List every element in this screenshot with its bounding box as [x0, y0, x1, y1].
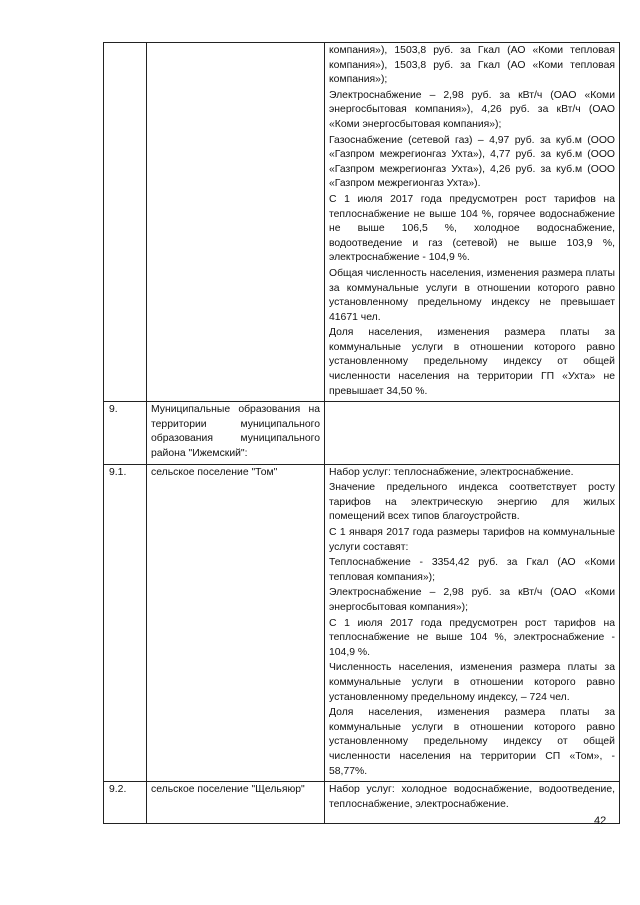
detail-paragraph: Набор услуг: холодное водоснабжение, водоотведение, теплоснабжение, электроснабжение.	[329, 784, 615, 810]
detail-paragraph: Значение предельного индекса соответствует росту тарифов на электрическую энергию для жилых помещений всех типов благоустройств.	[329, 482, 615, 523]
detail-paragraph: С 1 июля 2017 года предусмотрен рост тарифов на теплоснабжение не выше 104 %, электроснабжение - 104,9 %.	[329, 617, 615, 658]
detail-paragraph: Доля населения, изменения размера платы за коммунальные услуги в отношении которого равно установленному предельному индексу от общей численности населения на территории СП «Том», - 58,77%.	[329, 707, 615, 777]
row-details	[325, 43, 620, 402]
detail-paragraph: Набор услуг: теплоснабжение, электроснабжение.	[329, 466, 574, 478]
tariff-table-body	[104, 43, 620, 824]
detail-paragraph: С 1 июля 2017 года предусмотрен рост тарифов на теплоснабжение не выше 104 %, горячее водоснабжение не выше 106,5 %, холодное водоснабжение, водоотведение и газ (сетевой) не выше 103,9 %, электроснабжение - 104,9 %.	[329, 193, 615, 264]
table-row	[104, 782, 620, 824]
page-number: 42	[594, 815, 607, 827]
municipality-name: сельское поселение "Щельяюр"	[147, 782, 325, 824]
table-row	[104, 402, 620, 464]
detail-paragraph: Электроснабжение – 2,98 руб. за кВт/ч (ОАО «Коми энергосбытовая компания»);	[329, 587, 615, 613]
table-row	[104, 43, 620, 402]
detail-paragraph: С 1 января 2017 года размеры тарифов на коммунальные услуги составят:	[329, 527, 615, 553]
detail-paragraph: Численность населения, изменения размера платы за коммунальные услуги в отношении которого равно установленному предельному индексу, – 724 чел.	[329, 662, 615, 703]
row-number	[104, 43, 147, 402]
row-number: 9.1.	[104, 464, 147, 781]
detail-paragraph: компания»), 1503,8 руб. за Гкал (АО «Коми тепловая компания»), 1503,8 руб. за Гкал (АО «Коми тепловая компания»);	[329, 45, 615, 86]
tariff-table	[103, 42, 620, 824]
detail-paragraph: Газоснабжение (сетевой газ) – 4,97 руб. за куб.м (ООО «Газпром межрегионгаз Ухта»), 4,77 руб. за куб.м (ООО «Газпром межрегионгаз Ухта»), 4,26 руб. за куб.м (ООО «Газпром межрегионгаз Ухта»).	[329, 134, 615, 190]
detail-paragraph: Теплоснабжение - 3354,42 руб. за Гкал (АО «Коми тепловая компания»);	[329, 557, 615, 583]
municipality-name: Муниципальные образования на территории муниципального образования муниципального района "Ижемский":	[147, 402, 325, 464]
detail-paragraph: Электроснабжение – 2,98 руб. за кВт/ч (ОАО «Коми энергосбытовая компания»), 4,26 руб. за кВт/ч (ОАО «Коми энергосбытовая компания»);	[329, 89, 615, 130]
detail-paragraph: Общая численность населения, изменения размера платы за коммунальные услуги в отношении которого равно установленному предельному индексу не превышает 41671 чел.	[329, 267, 615, 323]
table-row	[104, 464, 620, 781]
municipality-name	[147, 43, 325, 402]
row-details	[325, 782, 620, 824]
row-number: 9.2.	[104, 782, 147, 824]
row-number: 9.	[104, 402, 147, 464]
row-details	[325, 464, 620, 781]
row-details	[325, 402, 620, 464]
detail-paragraph: Доля населения, изменения размера платы за коммунальные услуги в отношении которого равно установленному предельному индексу от общей численности населения на территории ГП «Ухта» не превышает 34,50 %.	[329, 327, 615, 397]
municipality-name: сельское поселение "Том"	[147, 464, 325, 781]
